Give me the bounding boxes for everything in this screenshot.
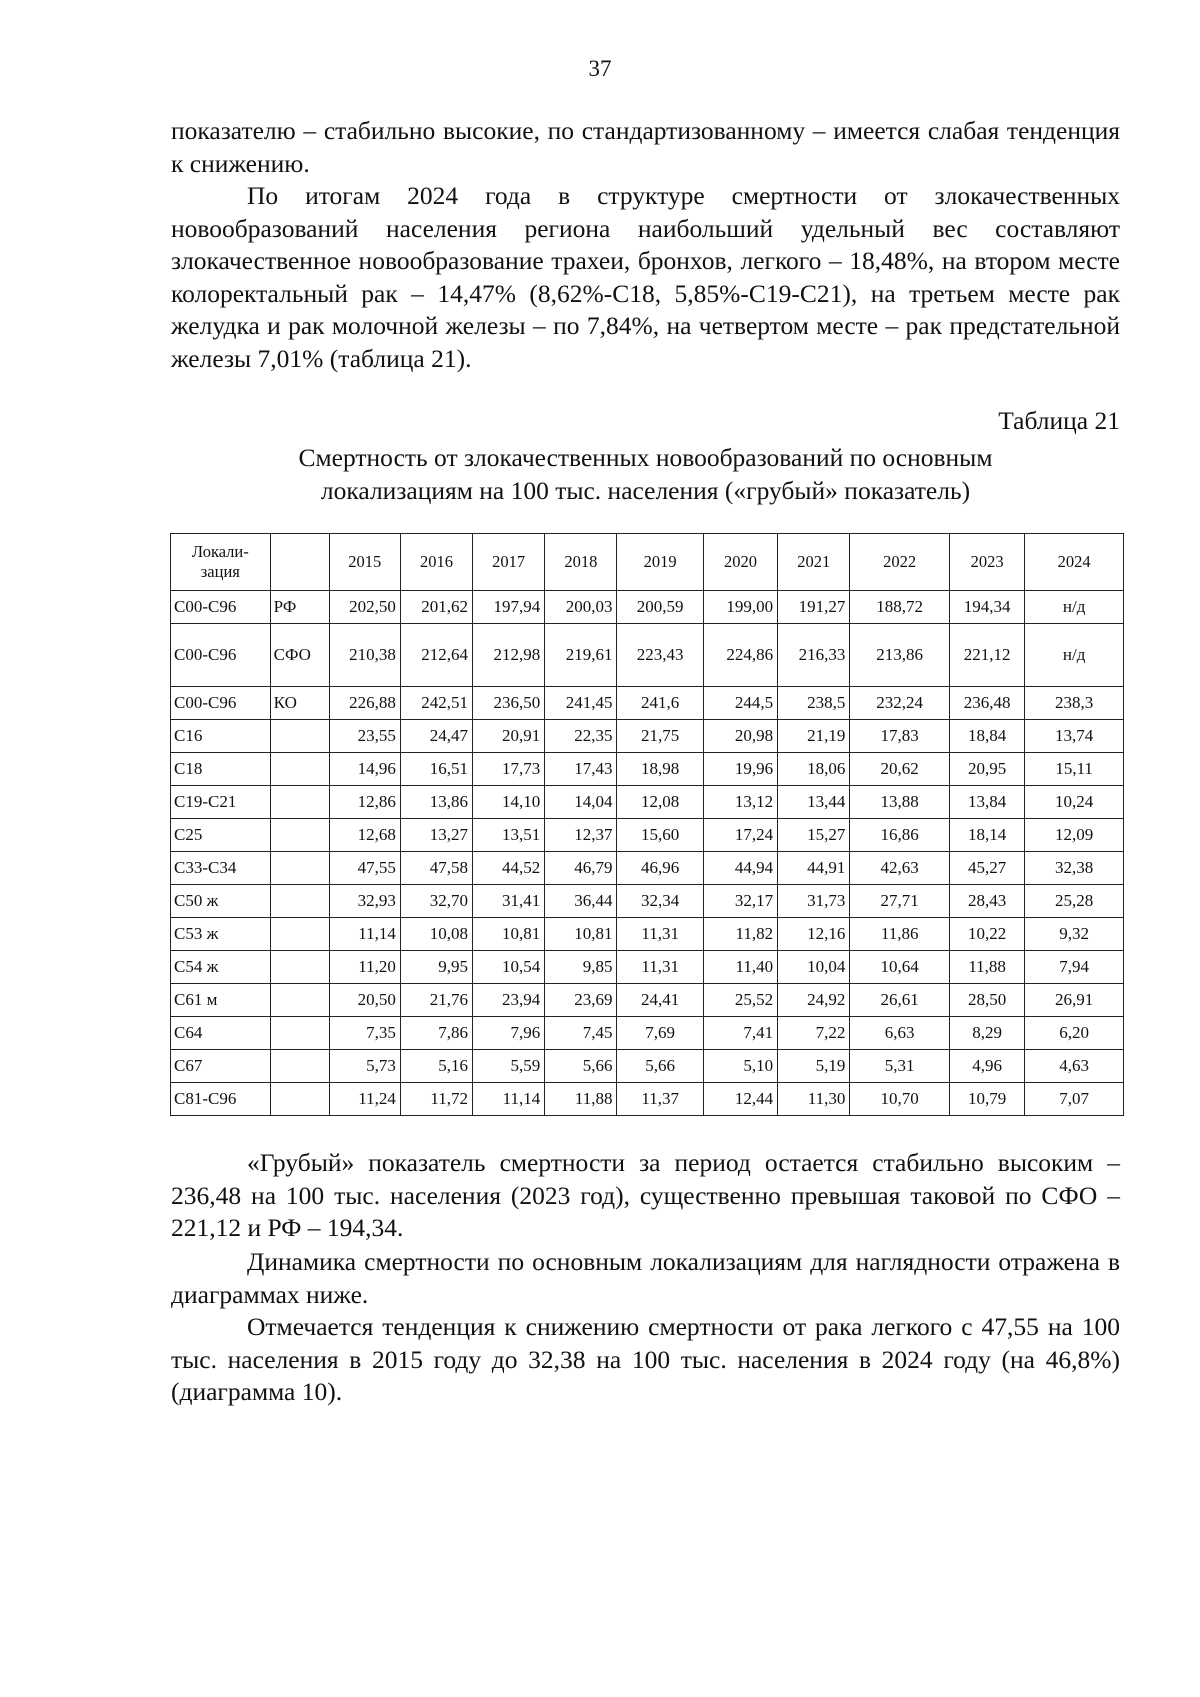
cell-value: 11,30 <box>778 1083 850 1116</box>
cell-value: 20,50 <box>329 984 400 1017</box>
header-year: 2022 <box>850 534 950 591</box>
cell-region <box>270 852 329 885</box>
cell-value: 212,64 <box>400 624 472 687</box>
cell-value: 241,45 <box>545 687 617 720</box>
cell-region <box>270 786 329 819</box>
cell-value: 32,70 <box>400 885 472 918</box>
cell-value: 7,22 <box>778 1017 850 1050</box>
cell-localization: С53 ж <box>171 918 271 951</box>
cell-value: 10,08 <box>400 918 472 951</box>
cell-value: 8,29 <box>950 1017 1025 1050</box>
cell-value: 12,68 <box>329 819 400 852</box>
header-region <box>270 534 329 591</box>
cell-value: 5,16 <box>400 1050 472 1083</box>
cell-value: 4,96 <box>950 1050 1025 1083</box>
cell-value: 13,12 <box>703 786 777 819</box>
table-row <box>171 984 1124 1017</box>
cell-region <box>270 720 329 753</box>
table-row <box>171 687 1124 720</box>
cell-value: 24,47 <box>400 720 472 753</box>
cell-value: 241,6 <box>617 687 703 720</box>
cell-value: 213,86 <box>850 624 950 687</box>
cell-value: 232,24 <box>850 687 950 720</box>
cell-value: 26,61 <box>850 984 950 1017</box>
cell-localization: С64 <box>171 1017 271 1050</box>
cell-region <box>270 984 329 1017</box>
table-title <box>171 441 1120 507</box>
cell-value: 9,95 <box>400 951 472 984</box>
cell-value: 11,82 <box>703 918 777 951</box>
cell-value: 11,31 <box>617 951 703 984</box>
table-title-line-2: локализациям на 100 тыс. населения («грубый» показатель) <box>320 476 971 505</box>
cell-value: 13,27 <box>400 819 472 852</box>
table-row <box>171 1050 1124 1083</box>
cell-value: 22,35 <box>545 720 617 753</box>
cell-value: 224,86 <box>703 624 777 687</box>
cell-value: 11,88 <box>950 951 1025 984</box>
cell-value: 28,50 <box>950 984 1025 1017</box>
cell-value: 36,44 <box>545 885 617 918</box>
cell-value: 17,83 <box>850 720 950 753</box>
cell-value: 11,37 <box>617 1083 703 1116</box>
header-localization: Локали- зация <box>171 534 271 591</box>
header-year: 2019 <box>617 534 703 591</box>
paragraph-dynamics: Динамика смертности по основным локализациям для наглядности отражена в диаграммах ниже. <box>171 1247 1120 1309</box>
cell-value: 44,91 <box>778 852 850 885</box>
cell-value: 197,94 <box>473 591 545 624</box>
cell-value: 13,86 <box>400 786 472 819</box>
cell-localization: С16 <box>171 720 271 753</box>
cell-value: 12,08 <box>617 786 703 819</box>
cell-value: 11,14 <box>473 1083 545 1116</box>
cell-localization: С00-С96 <box>171 591 271 624</box>
cell-value: 7,86 <box>400 1017 472 1050</box>
cell-value: 12,37 <box>545 819 617 852</box>
cell-value: 18,84 <box>950 720 1025 753</box>
cell-value: 13,44 <box>778 786 850 819</box>
cell-value: 27,71 <box>850 885 950 918</box>
cell-value: 23,55 <box>329 720 400 753</box>
cell-value: 226,88 <box>329 687 400 720</box>
cell-value: 242,51 <box>400 687 472 720</box>
cell-localization: С33-С34 <box>171 852 271 885</box>
cell-value: 9,32 <box>1025 918 1124 951</box>
cell-value: 7,41 <box>703 1017 777 1050</box>
cell-value: 47,55 <box>329 852 400 885</box>
cell-value: 44,94 <box>703 852 777 885</box>
cell-value: 238,5 <box>778 687 850 720</box>
cell-value: 244,5 <box>703 687 777 720</box>
cell-value: 46,79 <box>545 852 617 885</box>
cell-value: 10,81 <box>473 918 545 951</box>
table-row <box>171 1017 1124 1050</box>
cell-value: 42,63 <box>850 852 950 885</box>
table-row <box>171 753 1124 786</box>
cell-value: 25,28 <box>1025 885 1124 918</box>
cell-value: 236,48 <box>950 687 1025 720</box>
cell-value: 210,38 <box>329 624 400 687</box>
cell-region <box>270 918 329 951</box>
cell-value: 221,12 <box>950 624 1025 687</box>
table-row <box>171 819 1124 852</box>
paragraph-lung-trend: Отмечается тенденция к снижению смертности от рака легкого с 47,55 на 100 тыс. населения в 2015 году до 32,38 на 100 тыс. населения в 2024 году (на 46,8%) (диаграмма 10). <box>171 1312 1120 1406</box>
cell-localization: С25 <box>171 819 271 852</box>
cell-value: 7,96 <box>473 1017 545 1050</box>
cell-region <box>270 1083 329 1116</box>
cell-localization: С00-С96 <box>171 624 271 687</box>
cell-value: 15,60 <box>617 819 703 852</box>
table-row <box>171 720 1124 753</box>
cell-value: 32,93 <box>329 885 400 918</box>
cell-region: КО <box>270 687 329 720</box>
cell-value: 19,96 <box>703 753 777 786</box>
cell-value: 188,72 <box>850 591 950 624</box>
cell-value: 16,86 <box>850 819 950 852</box>
cell-value: 14,10 <box>473 786 545 819</box>
cell-value: 199,00 <box>703 591 777 624</box>
cell-value: 44,52 <box>473 852 545 885</box>
cell-value: 7,94 <box>1025 951 1124 984</box>
cell-value: 219,61 <box>545 624 617 687</box>
cell-value: 13,84 <box>950 786 1025 819</box>
cell-value: 18,14 <box>950 819 1025 852</box>
table-row <box>171 885 1124 918</box>
table-row <box>171 1083 1124 1116</box>
header-year: 2023 <box>950 534 1025 591</box>
table-header-row <box>171 534 1124 591</box>
cell-value: 10,70 <box>850 1083 950 1116</box>
cell-value: 26,91 <box>1025 984 1124 1017</box>
cell-localization: С19-С21 <box>171 786 271 819</box>
cell-value: 10,22 <box>950 918 1025 951</box>
cell-value: 238,3 <box>1025 687 1124 720</box>
cell-value: 200,03 <box>545 591 617 624</box>
cell-value: 12,86 <box>329 786 400 819</box>
paragraph-continuation: показателю – стабильно высокие, по стандартизованному – имеется слабая тенденция к снижению. <box>171 116 1120 178</box>
cell-value: 23,69 <box>545 984 617 1017</box>
cell-value: 18,06 <box>778 753 850 786</box>
cell-value: 201,62 <box>400 591 472 624</box>
cell-value: 28,43 <box>950 885 1025 918</box>
cell-value: 21,76 <box>400 984 472 1017</box>
cell-value: 12,09 <box>1025 819 1124 852</box>
cell-localization: С50 ж <box>171 885 271 918</box>
cell-region <box>270 885 329 918</box>
cell-value: 11,14 <box>329 918 400 951</box>
cell-value: 46,96 <box>617 852 703 885</box>
cell-value: 23,94 <box>473 984 545 1017</box>
header-year: 2017 <box>473 534 545 591</box>
cell-value: 5,73 <box>329 1050 400 1083</box>
cell-value: 15,11 <box>1025 753 1124 786</box>
cell-value: 21,75 <box>617 720 703 753</box>
cell-value: н/д <box>1025 591 1124 624</box>
cell-value: 12,16 <box>778 918 850 951</box>
cell-value: 10,54 <box>473 951 545 984</box>
mortality-table <box>170 533 1124 1116</box>
cell-value: 191,27 <box>778 591 850 624</box>
cell-value: 20,91 <box>473 720 545 753</box>
cell-value: 20,62 <box>850 753 950 786</box>
cell-region <box>270 753 329 786</box>
cell-value: 9,85 <box>545 951 617 984</box>
cell-value: 11,31 <box>617 918 703 951</box>
cell-value: 5,66 <box>545 1050 617 1083</box>
cell-value: 11,20 <box>329 951 400 984</box>
cell-value: н/д <box>1025 624 1124 687</box>
table-row <box>171 624 1124 687</box>
cell-value: 7,35 <box>329 1017 400 1050</box>
cell-value: 18,98 <box>617 753 703 786</box>
cell-value: 11,72 <box>400 1083 472 1116</box>
header-year: 2016 <box>400 534 472 591</box>
paragraph-structure: По итогам 2024 года в структуре смертности от злокачественных новообразований населения региона наибольший удельный вес составляют злокачественное новообразование трахеи, бронхов, легкого – 18,48%, на втором месте колоректальный рак – 14,47% (8,62%-С18, 5,85%-С19-С21), на третьем месте рак желудка и рак молочной железы – по 7,84%, на четвертом месте – рак предстательной железы 7,01% (таблица 21). <box>171 181 1120 373</box>
cell-region <box>270 1017 329 1050</box>
cell-value: 13,74 <box>1025 720 1124 753</box>
cell-value: 13,88 <box>850 786 950 819</box>
cell-value: 21,19 <box>778 720 850 753</box>
cell-value: 5,10 <box>703 1050 777 1083</box>
header-year: 2024 <box>1025 534 1124 591</box>
table-row <box>171 951 1124 984</box>
cell-region: СФО <box>270 624 329 687</box>
cell-value: 4,63 <box>1025 1050 1124 1083</box>
cell-value: 202,50 <box>329 591 400 624</box>
cell-value: 212,98 <box>473 624 545 687</box>
table-label: Таблица 21 <box>998 406 1120 435</box>
cell-value: 11,24 <box>329 1083 400 1116</box>
cell-value: 11,88 <box>545 1083 617 1116</box>
cell-value: 10,04 <box>778 951 850 984</box>
cell-value: 5,66 <box>617 1050 703 1083</box>
cell-value: 20,95 <box>950 753 1025 786</box>
cell-value: 17,43 <box>545 753 617 786</box>
cell-value: 32,17 <box>703 885 777 918</box>
cell-value: 31,73 <box>778 885 850 918</box>
cell-value: 6,63 <box>850 1017 950 1050</box>
header-year: 2015 <box>329 534 400 591</box>
cell-region <box>270 951 329 984</box>
cell-region <box>270 819 329 852</box>
cell-value: 223,43 <box>617 624 703 687</box>
cell-value: 5,59 <box>473 1050 545 1083</box>
table-row <box>171 918 1124 951</box>
cell-localization: С67 <box>171 1050 271 1083</box>
cell-value: 11,40 <box>703 951 777 984</box>
cell-value: 31,41 <box>473 885 545 918</box>
cell-value: 10,79 <box>950 1083 1025 1116</box>
cell-value: 6,20 <box>1025 1017 1124 1050</box>
cell-region <box>270 1050 329 1083</box>
cell-value: 12,44 <box>703 1083 777 1116</box>
cell-value: 32,38 <box>1025 852 1124 885</box>
cell-value: 25,52 <box>703 984 777 1017</box>
cell-value: 15,27 <box>778 819 850 852</box>
cell-value: 216,33 <box>778 624 850 687</box>
cell-value: 47,58 <box>400 852 472 885</box>
paragraph-crude-rate: «Грубый» показатель смертности за период остается стабильно высоким – 236,48 на 100 тыс. населения (2023 год), существенно превышая таковой по СФО – 221,12 и РФ – 194,34. <box>171 1148 1120 1242</box>
cell-value: 194,34 <box>950 591 1025 624</box>
cell-value: 10,64 <box>850 951 950 984</box>
cell-value: 236,50 <box>473 687 545 720</box>
cell-localization: С54 ж <box>171 951 271 984</box>
cell-value: 11,86 <box>850 918 950 951</box>
cell-value: 5,19 <box>778 1050 850 1083</box>
header-year: 2018 <box>545 534 617 591</box>
header-year: 2020 <box>703 534 777 591</box>
cell-value: 5,31 <box>850 1050 950 1083</box>
cell-value: 45,27 <box>950 852 1025 885</box>
cell-value: 17,73 <box>473 753 545 786</box>
cell-value: 7,69 <box>617 1017 703 1050</box>
cell-value: 16,51 <box>400 753 472 786</box>
cell-value: 200,59 <box>617 591 703 624</box>
cell-value: 17,24 <box>703 819 777 852</box>
cell-value: 32,34 <box>617 885 703 918</box>
cell-localization: С61 м <box>171 984 271 1017</box>
cell-localization: С18 <box>171 753 271 786</box>
table-row <box>171 591 1124 624</box>
header-year: 2021 <box>778 534 850 591</box>
cell-value: 7,07 <box>1025 1083 1124 1116</box>
cell-value: 7,45 <box>545 1017 617 1050</box>
cell-localization: С81-С96 <box>171 1083 271 1116</box>
cell-value: 10,24 <box>1025 786 1124 819</box>
cell-value: 14,04 <box>545 786 617 819</box>
cell-region: РФ <box>270 591 329 624</box>
table-title-line-1: Смертность от злокачественных новообразований по основным <box>298 443 993 472</box>
cell-localization: С00-С96 <box>171 687 271 720</box>
cell-value: 24,92 <box>778 984 850 1017</box>
table-row <box>171 786 1124 819</box>
page-number: 37 <box>588 56 612 81</box>
cell-value: 14,96 <box>329 753 400 786</box>
cell-value: 20,98 <box>703 720 777 753</box>
cell-value: 13,51 <box>473 819 545 852</box>
table-row <box>171 852 1124 885</box>
cell-value: 10,81 <box>545 918 617 951</box>
cell-value: 24,41 <box>617 984 703 1017</box>
